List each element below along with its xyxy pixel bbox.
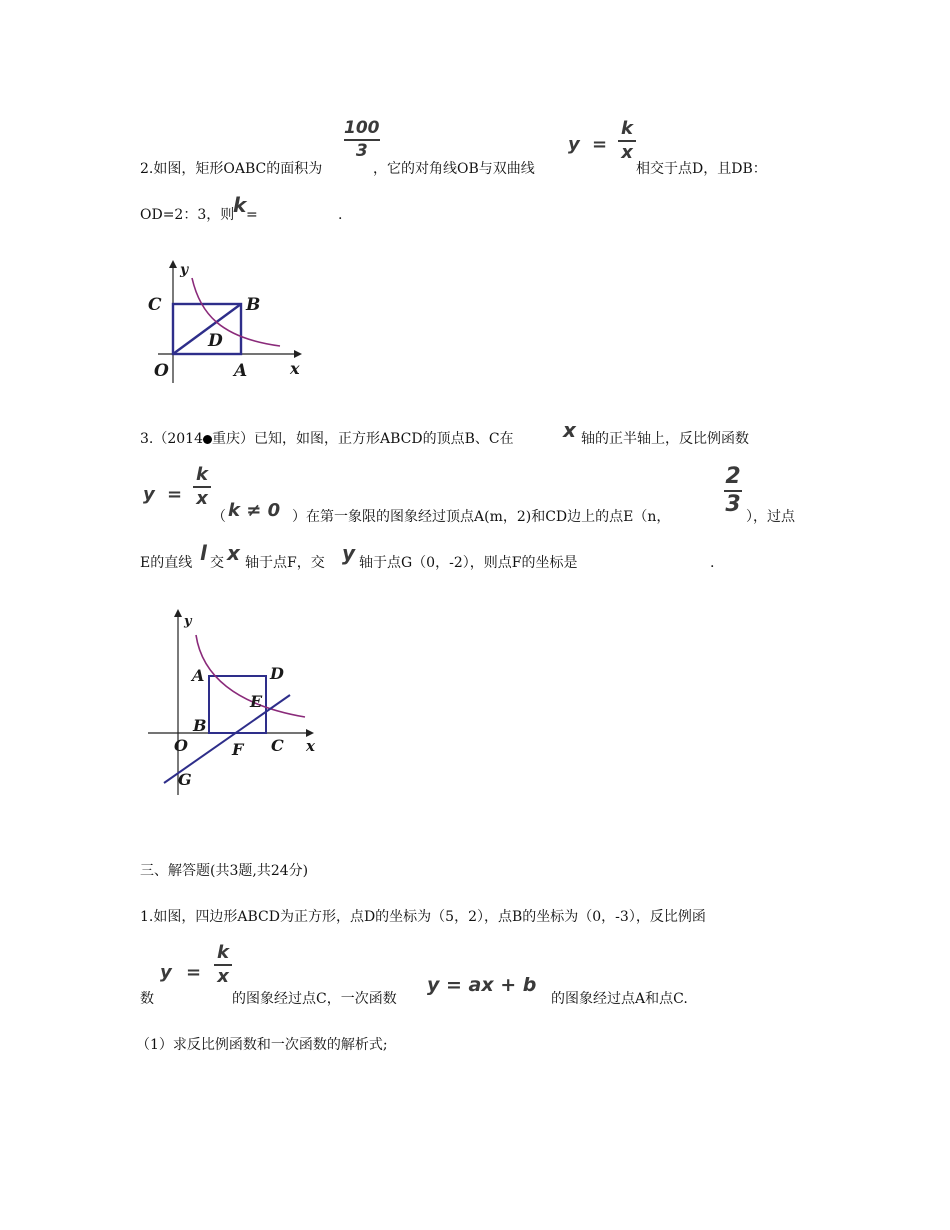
q3-l-var: l [200, 541, 207, 565]
q2-frac-den: 3 [355, 141, 368, 161]
x-axis-arrow [294, 350, 302, 358]
label-x: x [306, 737, 315, 755]
q3-text-e-wrap [746, 508, 795, 526]
q2-eq-num: k [621, 118, 633, 139]
q3-text-a: 3.（2014 [140, 431, 203, 447]
label-b: B [246, 295, 261, 315]
q3-answer-blank-end: . [710, 555, 715, 571]
q3-y-var: y [342, 541, 356, 565]
q1-line2-a: 数 [140, 991, 154, 1007]
q2-k-var: k [233, 193, 247, 217]
label-y: y [184, 614, 192, 629]
q1-eq-num: k [217, 942, 229, 963]
q3-x-var: x [563, 418, 576, 442]
label-e: E [250, 692, 263, 711]
x-axis-arrow [306, 729, 314, 737]
q1-eq-lhs: y [160, 962, 172, 983]
q2-line2-a: OD=2：3，则 [140, 207, 235, 223]
q2-text-c-wrap [636, 160, 767, 178]
q3-text-b: 重庆）已知，如图，正方形ABCD的顶点B、C在 [212, 431, 514, 447]
label-c: C [271, 736, 284, 755]
label-g: G [178, 770, 192, 789]
figure-square-hyperbola [140, 605, 330, 800]
q3-frac-num: 2 [725, 464, 741, 489]
q3-text-c-wrap [581, 430, 749, 448]
q1-subquestion-1: （1）求反比例函数和一次函数的解析式; [136, 1037, 388, 1053]
label-y: y [180, 262, 189, 278]
label-d: D [208, 331, 223, 351]
section-title: 三、解答题(共3题,共24分) [140, 863, 309, 879]
q2-text-b-wrap [373, 160, 535, 178]
q1-line1: 1.如图，四边形ABCD为正方形，点D的坐标为（5，2），点B的坐标为（0，-3），反比例函 [140, 909, 706, 925]
q1-linear-eq: y = ax + b [427, 974, 537, 996]
label-a: A [192, 666, 205, 685]
q2-text-c: 相交于点D，且DB： [636, 161, 767, 177]
q3-eq-den: x [196, 488, 208, 509]
y-axis-arrow [174, 609, 182, 617]
q3-text-c: 轴的正半轴上，反比例函数 [581, 431, 749, 447]
q3-frac-den: 3 [725, 492, 741, 517]
q2-eq-den: x [621, 142, 633, 163]
q3-x-var-2: x [227, 541, 240, 565]
q1-line2-c: 的图象经过点A和点C. [551, 991, 688, 1007]
q3-eq-lhs: y [143, 484, 155, 505]
q1-line2-b: 的图象经过点C，一次函数 [232, 991, 397, 1007]
q2-text-a: 2.如图，矩形OABC的面积为 [140, 161, 323, 177]
y-axis-arrow [169, 260, 177, 268]
q3-line3-d: 轴于点G（0，-2），则点F的坐标是 [359, 555, 578, 571]
q2-line2 [140, 206, 234, 224]
label-b: B [193, 716, 207, 735]
hyperbola-curve [192, 278, 280, 346]
q2-text-b: ，它的对角线OB与双曲线 [373, 161, 535, 177]
q3-e-fraction [724, 466, 742, 516]
q2-eq-fraction [618, 120, 636, 162]
label-a: A [234, 361, 248, 381]
q3-line3-b: 交 [210, 555, 224, 571]
q3-text-d: ）在第一象限的图象经过顶点A(m，2)和CD边上的点E（n， [292, 509, 671, 525]
q3-paren-open: （ [212, 509, 226, 525]
q2-answer-blank-end: . [338, 207, 343, 223]
q3-eq-fraction [193, 466, 211, 508]
q2-eq-sign: = [592, 134, 608, 155]
q2-line1 [140, 160, 322, 178]
q2-eq-lhs: y [568, 134, 580, 155]
label-x: x [290, 359, 300, 378]
figure-rectangle-hyperbola [140, 258, 320, 388]
q3-line3-a: E的直线 [140, 555, 193, 571]
q3-eq-sign: = [167, 484, 183, 505]
label-o: O [174, 736, 188, 755]
label-c: C [148, 295, 162, 315]
q1-eq-den: x [217, 966, 229, 987]
q1-eq-sign: = [186, 962, 202, 983]
label-d: D [270, 664, 284, 683]
label-o: O [154, 361, 169, 381]
q2-area-fraction [344, 120, 380, 160]
q2-frac-num: 100 [344, 118, 380, 138]
q2-equals: = [246, 207, 258, 223]
q3-eq-num: k [196, 464, 208, 485]
q1-eq-fraction [214, 944, 232, 986]
q3-line1 [140, 430, 514, 448]
q3-line3-c: 轴于点F，交 [245, 555, 325, 571]
label-f: F [232, 740, 244, 759]
q3-condition: k ≠ 0 [228, 500, 281, 521]
bullet-dot-icon [203, 435, 212, 444]
q3-text-d-wrap [292, 508, 670, 526]
q3-text-e: ），过点 [746, 509, 795, 525]
